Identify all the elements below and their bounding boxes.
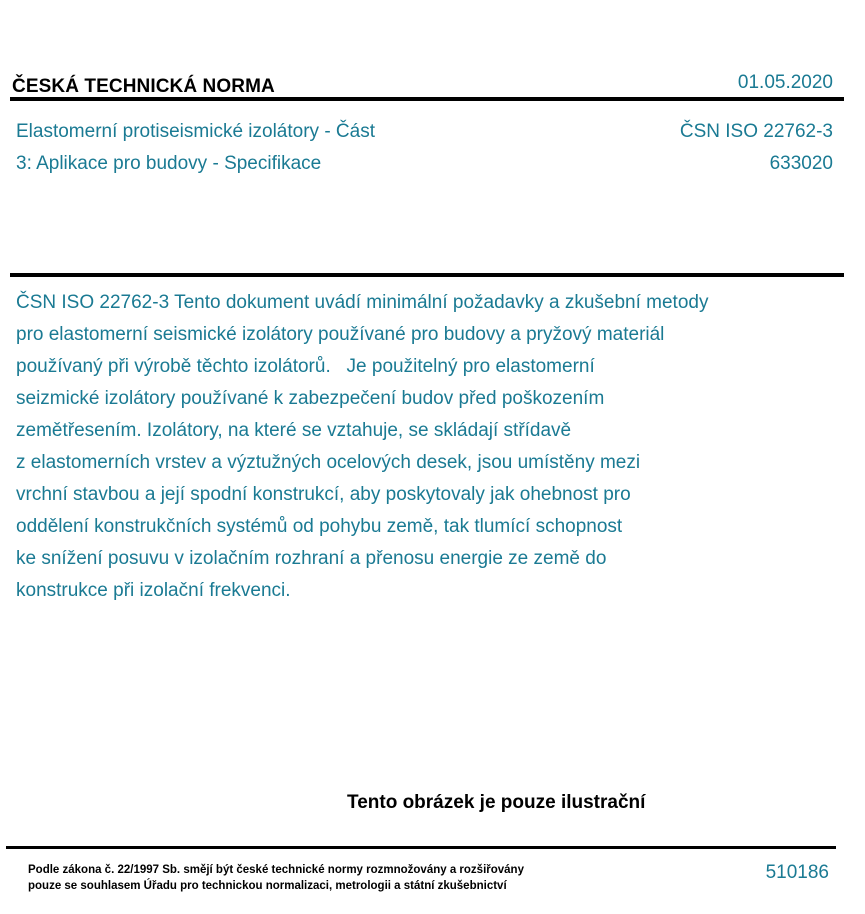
abstract-line: používaný při výrobě těchto izolátorů. Je použitelný pro elastomerní bbox=[16, 356, 595, 377]
document-title-line: Elastomerní protiseismické izolátory - Část bbox=[16, 121, 375, 142]
abstract-line: konstrukce při izolační frekvenci. bbox=[16, 580, 291, 601]
abstract bbox=[16, 287, 816, 607]
legal-notice-line: pouze se souhlasem Úřadu pro technickou normalizaci, metrologii a státní zkušebnictví bbox=[28, 880, 507, 892]
abstract-line: pro elastomerní seismické izolátory používané pro budovy a pryžový materiál bbox=[16, 324, 665, 345]
abstract-line: oddělení konstrukčních systémů od pohybu země, tak tlumící schopnost bbox=[16, 516, 623, 537]
abstract-line: zemětřesením. Izolátory, na které se vztahuje, se skládají střídavě bbox=[16, 420, 572, 441]
catalog-number: 633020 bbox=[769, 153, 833, 174]
legal-notice-line: Podle zákona č. 22/1997 Sb. smějí být české technické normy rozmnožovány a rozšiřovány bbox=[28, 864, 524, 876]
document-title-line: 3: Aplikace pro budovy - Specifikace bbox=[16, 153, 322, 174]
document-title bbox=[16, 116, 456, 180]
document-code: 510186 bbox=[765, 862, 829, 883]
publication-date: 01.05.2020 bbox=[737, 72, 833, 93]
abstract-line: seizmické izolátory používané k zabezpečení budov před poškozením bbox=[16, 388, 605, 409]
abstract-line: z elastomerních vrstev a výztužných ocelových desek, jsou umístěny mezi bbox=[16, 452, 641, 473]
footer-divider bbox=[6, 846, 836, 849]
abstract-line: ČSN ISO 22762-3 Tento dokument uvádí minimální požadavky a zkušební metody bbox=[16, 292, 709, 313]
norm-heading: ČESKÁ TECHNICKÁ NORMA bbox=[12, 76, 275, 97]
document-identifiers bbox=[680, 116, 833, 180]
abstract-divider bbox=[10, 273, 844, 277]
abstract-line: vrchní stavbou a její spodní konstrukcí, aby poskytovaly jak ohebnost pro bbox=[16, 484, 631, 505]
legal-notice bbox=[28, 862, 524, 894]
standard-number: ČSN ISO 22762-3 bbox=[679, 121, 833, 142]
illustration-note: Tento obrázek je pouze ilustrační bbox=[347, 792, 646, 813]
abstract-line: ke snížení posuvu v izolačním rozhraní a přenosu energie ze země do bbox=[16, 548, 607, 569]
header-divider bbox=[10, 97, 844, 101]
